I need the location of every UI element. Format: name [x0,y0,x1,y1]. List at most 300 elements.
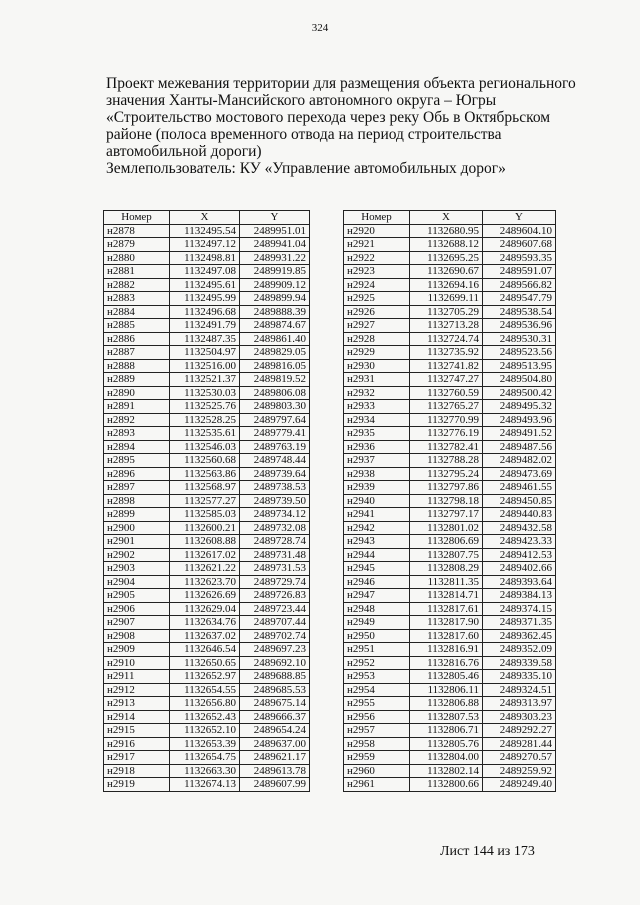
y-coordinate-cell: 2489536.96 [483,319,556,333]
point-number-cell: н2942 [344,521,410,535]
y-coordinate-cell: 2489675.14 [240,697,310,711]
table-row [344,400,556,414]
x-coordinate-cell: 1132760.59 [410,386,483,400]
x-coordinate-cell: 1132495.54 [170,224,240,238]
y-coordinate-cell: 2489371.35 [483,616,556,630]
y-coordinate-cell: 2489779.41 [240,427,310,441]
table-row [104,332,310,346]
table-row [104,413,310,427]
table-row [104,670,310,684]
point-number-cell: н2902 [104,548,170,562]
point-number-cell: н2879 [104,238,170,252]
y-coordinate-cell: 2489547.79 [483,292,556,306]
coordinates-table-right [343,210,556,792]
table-row [104,494,310,508]
x-coordinate-cell: 1132806.11 [410,683,483,697]
table-row [344,737,556,751]
y-coordinate-cell: 2489491.52 [483,427,556,441]
x-coordinate-cell: 1132807.53 [410,710,483,724]
point-number-cell: н2918 [104,764,170,778]
point-number-cell: н2947 [344,589,410,603]
point-number-cell: н2927 [344,319,410,333]
point-number-cell: н2933 [344,400,410,414]
point-number-cell: н2945 [344,562,410,576]
x-coordinate-cell: 1132568.97 [170,481,240,495]
y-coordinate-cell: 2489728.74 [240,535,310,549]
point-number-cell: н2905 [104,589,170,603]
x-coordinate-cell: 1132741.82 [410,359,483,373]
x-coordinate-cell: 1132705.29 [410,305,483,319]
point-number-cell: н2900 [104,521,170,535]
x-coordinate-cell: 1132807.75 [410,548,483,562]
coordinates-table-left [103,210,310,792]
y-coordinate-cell: 2489732.08 [240,521,310,535]
x-coordinate-cell: 1132654.55 [170,683,240,697]
point-number-cell: н2878 [104,224,170,238]
x-coordinate-cell: 1132495.61 [170,278,240,292]
y-coordinate-cell: 2489931.22 [240,251,310,265]
point-number-cell: н2897 [104,481,170,495]
y-coordinate-cell: 2489739.64 [240,467,310,481]
table-row [104,562,310,576]
x-coordinate-cell: 1132652.10 [170,724,240,738]
table-row [344,292,556,306]
y-coordinate-cell: 2489731.53 [240,562,310,576]
x-coordinate-cell: 1132525.76 [170,400,240,414]
x-coordinate-cell: 1132621.22 [170,562,240,576]
point-number-cell: н2908 [104,629,170,643]
point-number-cell: н2959 [344,751,410,765]
y-coordinate-cell: 2489707.44 [240,616,310,630]
x-coordinate-cell: 1132497.12 [170,238,240,252]
point-number-cell: н2953 [344,670,410,684]
table-row [344,224,556,238]
table-row [104,710,310,724]
table-row [104,737,310,751]
y-coordinate-cell: 2489806.08 [240,386,310,400]
point-number-cell: н2922 [344,251,410,265]
table-row [344,778,556,792]
x-coordinate-cell: 1132652.97 [170,670,240,684]
x-coordinate-cell: 1132637.02 [170,629,240,643]
y-coordinate-cell: 2489493.96 [483,413,556,427]
point-number-cell: н2935 [344,427,410,441]
table-row [344,359,556,373]
x-coordinate-cell: 1132817.90 [410,616,483,630]
title-line: значения Ханты-Мансийского автономного округа – Югры [106,92,497,109]
x-coordinate-cell: 1132652.43 [170,710,240,724]
y-coordinate-cell: 2489739.50 [240,494,310,508]
y-coordinate-cell: 2489593.35 [483,251,556,265]
x-coordinate-cell: 1132805.76 [410,737,483,751]
title-line: районе (полоса временного отвода на период строительства [106,126,502,143]
table-row [104,305,310,319]
point-number-cell: н2940 [344,494,410,508]
x-coordinate-cell: 1132797.86 [410,481,483,495]
x-coordinate-cell: 1132776.19 [410,427,483,441]
y-coordinate-cell: 2489797.64 [240,413,310,427]
table-row [344,481,556,495]
y-coordinate-cell: 2489352.09 [483,643,556,657]
point-number-cell: н2921 [344,238,410,252]
x-coordinate-cell: 1132800.66 [410,778,483,792]
y-coordinate-cell: 2489688.85 [240,670,310,684]
point-number-cell: н2911 [104,670,170,684]
point-number-cell: н2886 [104,332,170,346]
x-coordinate-cell: 1132491.79 [170,319,240,333]
x-coordinate-cell: 1132817.61 [410,602,483,616]
table-row [344,494,556,508]
table-row [344,454,556,468]
table-row [104,481,310,495]
table-row [104,319,310,333]
table-row [344,265,556,279]
header-number: Номер [344,211,410,225]
point-number-cell: н2915 [104,724,170,738]
y-coordinate-cell: 2489450.85 [483,494,556,508]
point-number-cell: н2948 [344,602,410,616]
point-number-cell: н2909 [104,643,170,657]
x-coordinate-cell: 1132498.81 [170,251,240,265]
y-coordinate-cell: 2489374.15 [483,602,556,616]
point-number-cell: н2932 [344,386,410,400]
x-coordinate-cell: 1132817.60 [410,629,483,643]
point-number-cell: н2889 [104,373,170,387]
point-number-cell: н2928 [344,332,410,346]
table-row [344,467,556,481]
point-number-cell: н2888 [104,359,170,373]
table-row [104,251,310,265]
table-row [104,643,310,657]
table-row [344,346,556,360]
y-coordinate-cell: 2489432.58 [483,521,556,535]
point-number-cell: н2893 [104,427,170,441]
page-number: 324 [311,22,329,34]
y-coordinate-cell: 2489393.64 [483,575,556,589]
x-coordinate-cell: 1132487.35 [170,332,240,346]
y-coordinate-cell: 2489500.42 [483,386,556,400]
point-number-cell: н2901 [104,535,170,549]
table-row [344,697,556,711]
table-row [344,575,556,589]
point-number-cell: н2937 [344,454,410,468]
y-coordinate-cell: 2489523.56 [483,346,556,360]
point-number-cell: н2931 [344,373,410,387]
table-row [104,548,310,562]
y-coordinate-cell: 2489748.44 [240,454,310,468]
x-coordinate-cell: 1132623.70 [170,575,240,589]
x-coordinate-cell: 1132811.35 [410,575,483,589]
table-row [344,562,556,576]
x-coordinate-cell: 1132816.76 [410,656,483,670]
table-row [104,400,310,414]
point-number-cell: н2887 [104,346,170,360]
point-number-cell: н2941 [344,508,410,522]
x-coordinate-cell: 1132816.91 [410,643,483,657]
x-coordinate-cell: 1132530.03 [170,386,240,400]
table-row [104,778,310,792]
x-coordinate-cell: 1132497.08 [170,265,240,279]
y-coordinate-cell: 2489803.30 [240,400,310,414]
y-coordinate-cell: 2489440.83 [483,508,556,522]
table-row [104,535,310,549]
point-number-cell: н2913 [104,697,170,711]
y-coordinate-cell: 2489919.85 [240,265,310,279]
y-coordinate-cell: 2489473.69 [483,467,556,481]
point-number-cell: н2957 [344,724,410,738]
y-coordinate-cell: 2489951.01 [240,224,310,238]
title-line: Проект межевания территории для размещения объекта регионального [106,75,576,92]
table-row [344,440,556,454]
table-row [104,629,310,643]
y-coordinate-cell: 2489637.00 [240,737,310,751]
x-coordinate-cell: 1132516.00 [170,359,240,373]
point-number-cell: н2919 [104,778,170,792]
table-row [104,602,310,616]
x-coordinate-cell: 1132808.29 [410,562,483,576]
x-coordinate-cell: 1132805.46 [410,670,483,684]
y-coordinate-cell: 2489763.19 [240,440,310,454]
table-row [344,535,556,549]
x-coordinate-cell: 1132806.71 [410,724,483,738]
point-number-cell: н2899 [104,508,170,522]
table-row [104,238,310,252]
x-coordinate-cell: 1132496.68 [170,305,240,319]
x-coordinate-cell: 1132814.71 [410,589,483,603]
point-number-cell: н2907 [104,616,170,630]
table-row [104,373,310,387]
x-coordinate-cell: 1132563.86 [170,467,240,481]
x-coordinate-cell: 1132656.80 [170,697,240,711]
point-number-cell: н2904 [104,575,170,589]
y-coordinate-cell: 2489281.44 [483,737,556,751]
table-row [104,656,310,670]
x-coordinate-cell: 1132546.03 [170,440,240,454]
y-coordinate-cell: 2489412.53 [483,548,556,562]
x-coordinate-cell: 1132626.69 [170,589,240,603]
x-coordinate-cell: 1132802.14 [410,764,483,778]
table-row [344,643,556,657]
y-coordinate-cell: 2489607.99 [240,778,310,792]
table-row [344,764,556,778]
table-row [344,602,556,616]
table-row [104,764,310,778]
y-coordinate-cell: 2489723.44 [240,602,310,616]
header-number: Номер [104,211,170,225]
x-coordinate-cell: 1132617.02 [170,548,240,562]
table-row [104,440,310,454]
table-row [104,427,310,441]
table-header-row [104,211,310,225]
x-coordinate-cell: 1132694.16 [410,278,483,292]
y-coordinate-cell: 2489339.58 [483,656,556,670]
y-coordinate-cell: 2489729.74 [240,575,310,589]
table-row [344,332,556,346]
point-number-cell: н2936 [344,440,410,454]
x-coordinate-cell: 1132650.65 [170,656,240,670]
y-coordinate-cell: 2489591.07 [483,265,556,279]
y-coordinate-cell: 2489495.32 [483,400,556,414]
x-coordinate-cell: 1132521.37 [170,373,240,387]
x-coordinate-cell: 1132735.92 [410,346,483,360]
sheet-number: Лист 144 из 173 [440,844,535,859]
y-coordinate-cell: 2489384.13 [483,589,556,603]
point-number-cell: н2952 [344,656,410,670]
point-number-cell: н2949 [344,616,410,630]
point-number-cell: н2890 [104,386,170,400]
table-row [344,751,556,765]
x-coordinate-cell: 1132798.18 [410,494,483,508]
header-x: X [410,211,483,225]
header-y: Y [483,211,556,225]
table-row [104,278,310,292]
point-number-cell: н2951 [344,643,410,657]
table-row [104,508,310,522]
table-row [344,629,556,643]
x-coordinate-cell: 1132801.02 [410,521,483,535]
table-row [104,697,310,711]
y-coordinate-cell: 2489324.51 [483,683,556,697]
y-coordinate-cell: 2489685.53 [240,683,310,697]
table-row [344,589,556,603]
table-row [344,724,556,738]
y-coordinate-cell: 2489362.45 [483,629,556,643]
point-number-cell: н2925 [344,292,410,306]
y-coordinate-cell: 2489423.33 [483,535,556,549]
point-number-cell: н2894 [104,440,170,454]
x-coordinate-cell: 1132804.00 [410,751,483,765]
point-number-cell: н2896 [104,467,170,481]
table-row [104,751,310,765]
table-row [104,346,310,360]
title-line: автомобильной дороги) [106,143,262,160]
title-line: «Строительство мостового перехода через реку Обь в Октябрьском [106,109,551,126]
point-number-cell: н2960 [344,764,410,778]
table-row [104,575,310,589]
y-coordinate-cell: 2489607.68 [483,238,556,252]
table-row [104,224,310,238]
y-coordinate-cell: 2489604.10 [483,224,556,238]
point-number-cell: н2939 [344,481,410,495]
y-coordinate-cell: 2489566.82 [483,278,556,292]
y-coordinate-cell: 2489249.40 [483,778,556,792]
x-coordinate-cell: 1132535.61 [170,427,240,441]
table-row [344,521,556,535]
table-row [344,238,556,252]
table-row [344,683,556,697]
x-coordinate-cell: 1132629.04 [170,602,240,616]
x-coordinate-cell: 1132560.68 [170,454,240,468]
table-row [104,454,310,468]
point-number-cell: н2938 [344,467,410,481]
x-coordinate-cell: 1132634.76 [170,616,240,630]
y-coordinate-cell: 2489816.05 [240,359,310,373]
y-coordinate-cell: 2489504.80 [483,373,556,387]
table-row [344,319,556,333]
table-row [104,589,310,603]
table-row [104,724,310,738]
x-coordinate-cell: 1132806.88 [410,697,483,711]
y-coordinate-cell: 2489861.40 [240,332,310,346]
point-number-cell: н2884 [104,305,170,319]
y-coordinate-cell: 2489613.78 [240,764,310,778]
y-coordinate-cell: 2489941.04 [240,238,310,252]
point-number-cell: н2955 [344,697,410,711]
document-title [106,75,576,177]
x-coordinate-cell: 1132495.99 [170,292,240,306]
y-coordinate-cell: 2489909.12 [240,278,310,292]
x-coordinate-cell: 1132695.25 [410,251,483,265]
y-coordinate-cell: 2489313.97 [483,697,556,711]
y-coordinate-cell: 2489303.23 [483,710,556,724]
point-number-cell: н2885 [104,319,170,333]
table-row [344,251,556,265]
table-row [344,616,556,630]
point-number-cell: н2954 [344,683,410,697]
x-coordinate-cell: 1132765.27 [410,400,483,414]
table-row [344,373,556,387]
x-coordinate-cell: 1132747.27 [410,373,483,387]
header-x: X [170,211,240,225]
point-number-cell: н2950 [344,629,410,643]
y-coordinate-cell: 2489666.37 [240,710,310,724]
point-number-cell: н2883 [104,292,170,306]
header-y: Y [240,211,310,225]
y-coordinate-cell: 2489461.55 [483,481,556,495]
table-row [344,670,556,684]
y-coordinate-cell: 2489538.54 [483,305,556,319]
table-row [344,386,556,400]
x-coordinate-cell: 1132688.12 [410,238,483,252]
x-coordinate-cell: 1132600.21 [170,521,240,535]
point-number-cell: н2934 [344,413,410,427]
x-coordinate-cell: 1132795.24 [410,467,483,481]
x-coordinate-cell: 1132699.11 [410,292,483,306]
x-coordinate-cell: 1132680.95 [410,224,483,238]
point-number-cell: н2906 [104,602,170,616]
point-number-cell: н2895 [104,454,170,468]
y-coordinate-cell: 2489731.48 [240,548,310,562]
y-coordinate-cell: 2489899.94 [240,292,310,306]
point-number-cell: н2891 [104,400,170,414]
x-coordinate-cell: 1132653.39 [170,737,240,751]
y-coordinate-cell: 2489738.53 [240,481,310,495]
land-user-line: Землепользователь: КУ «Управление автомобильных дорог» [106,160,506,177]
point-number-cell: н2910 [104,656,170,670]
y-coordinate-cell: 2489621.17 [240,751,310,765]
x-coordinate-cell: 1132585.03 [170,508,240,522]
point-number-cell: н2958 [344,737,410,751]
y-coordinate-cell: 2489654.24 [240,724,310,738]
table-row [104,616,310,630]
y-coordinate-cell: 2489402.66 [483,562,556,576]
table-row [344,656,556,670]
table-header-row [344,211,556,225]
y-coordinate-cell: 2489513.95 [483,359,556,373]
point-number-cell: н2926 [344,305,410,319]
x-coordinate-cell: 1132577.27 [170,494,240,508]
x-coordinate-cell: 1132504.97 [170,346,240,360]
x-coordinate-cell: 1132713.28 [410,319,483,333]
y-coordinate-cell: 2489270.57 [483,751,556,765]
point-number-cell: н2880 [104,251,170,265]
x-coordinate-cell: 1132690.67 [410,265,483,279]
table-row [104,359,310,373]
point-number-cell: н2912 [104,683,170,697]
x-coordinate-cell: 1132674.13 [170,778,240,792]
point-number-cell: н2882 [104,278,170,292]
point-number-cell: н2916 [104,737,170,751]
